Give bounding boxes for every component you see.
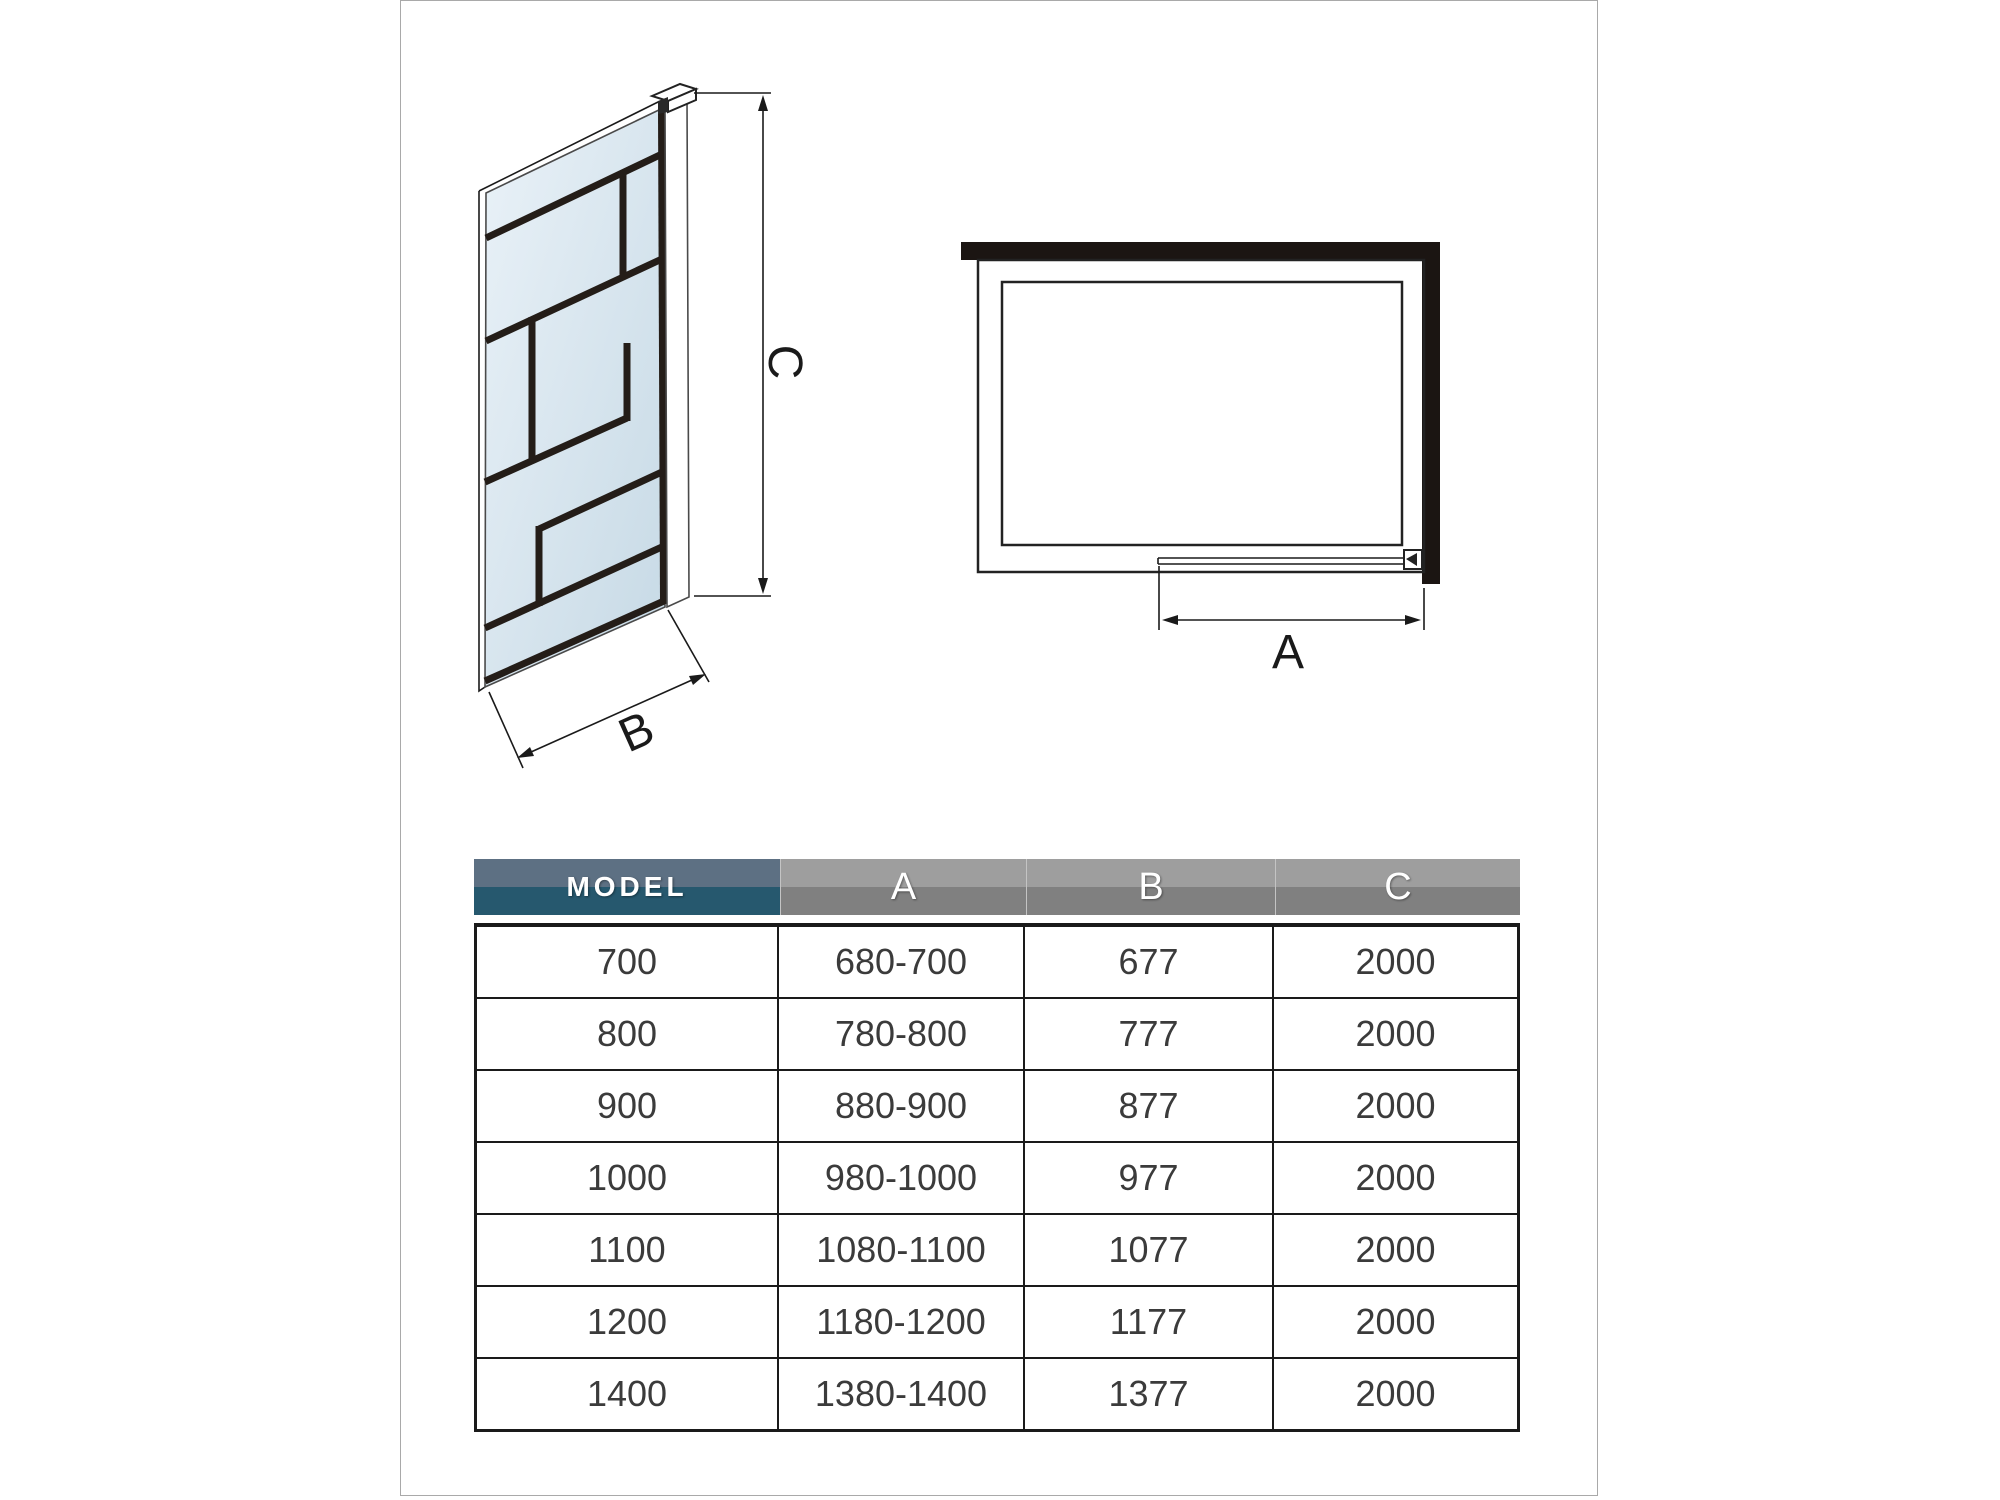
header-b: B [1026, 859, 1275, 915]
table-cell: 1180-1200 [779, 1287, 1023, 1357]
size-table-body [474, 923, 1520, 1432]
table-cell: 1177 [1025, 1287, 1272, 1357]
top-view-diagram [961, 242, 1440, 679]
header-c: C [1275, 859, 1520, 915]
table-cell: 2000 [1274, 1359, 1517, 1429]
dim-c-label: C [758, 344, 811, 380]
shower-tray-outer [978, 260, 1424, 572]
table-cell: 980-1000 [779, 1143, 1023, 1213]
table-cell: 1400 [477, 1359, 777, 1429]
table-cell: 2000 [1274, 1215, 1517, 1285]
header-model: MODEL [474, 859, 780, 915]
dim-b-label: B [611, 701, 663, 764]
table-cell: 2000 [1274, 927, 1517, 997]
table-cell: 780-800 [779, 999, 1023, 1069]
dimension-a [1159, 566, 1424, 679]
side-view-diagram [479, 84, 811, 768]
table-cell: 880-900 [779, 1071, 1023, 1141]
table-cell: 1377 [1025, 1359, 1272, 1429]
drawing-page [400, 0, 1598, 1496]
wall-bracket-cap [652, 84, 696, 114]
table-cell: 2000 [1274, 1071, 1517, 1141]
table-cell: 1077 [1025, 1215, 1272, 1285]
table-cell: 1380-1400 [779, 1359, 1023, 1429]
table-cell: 800 [477, 999, 777, 1069]
wall-profile-top [961, 242, 1440, 260]
table-cell: 2000 [1274, 1287, 1517, 1357]
dim-a-label: A [1271, 626, 1305, 679]
table-cell: 677 [1025, 927, 1272, 997]
size-table-header [474, 859, 1520, 915]
table-cell: 1200 [477, 1287, 777, 1357]
glass-left-edge [479, 191, 485, 691]
table-cell: 700 [477, 927, 777, 997]
shower-tray-inner [1002, 282, 1402, 545]
table-cell: 977 [1025, 1143, 1272, 1213]
table-cell: 2000 [1274, 1143, 1517, 1213]
table-cell: 1000 [477, 1143, 777, 1213]
table-cell: 1080-1100 [779, 1215, 1023, 1285]
table-cell: 2000 [1274, 999, 1517, 1069]
dimension-c [694, 93, 811, 596]
table-cell: 900 [477, 1071, 777, 1141]
support-bar [1158, 550, 1422, 569]
table-cell: 1100 [477, 1215, 777, 1285]
wall-profile-strip [665, 97, 689, 607]
table-cell: 777 [1025, 999, 1272, 1069]
table-cell: 877 [1025, 1071, 1272, 1141]
table-cell: 680-700 [779, 927, 1023, 997]
header-a: A [780, 859, 1026, 915]
